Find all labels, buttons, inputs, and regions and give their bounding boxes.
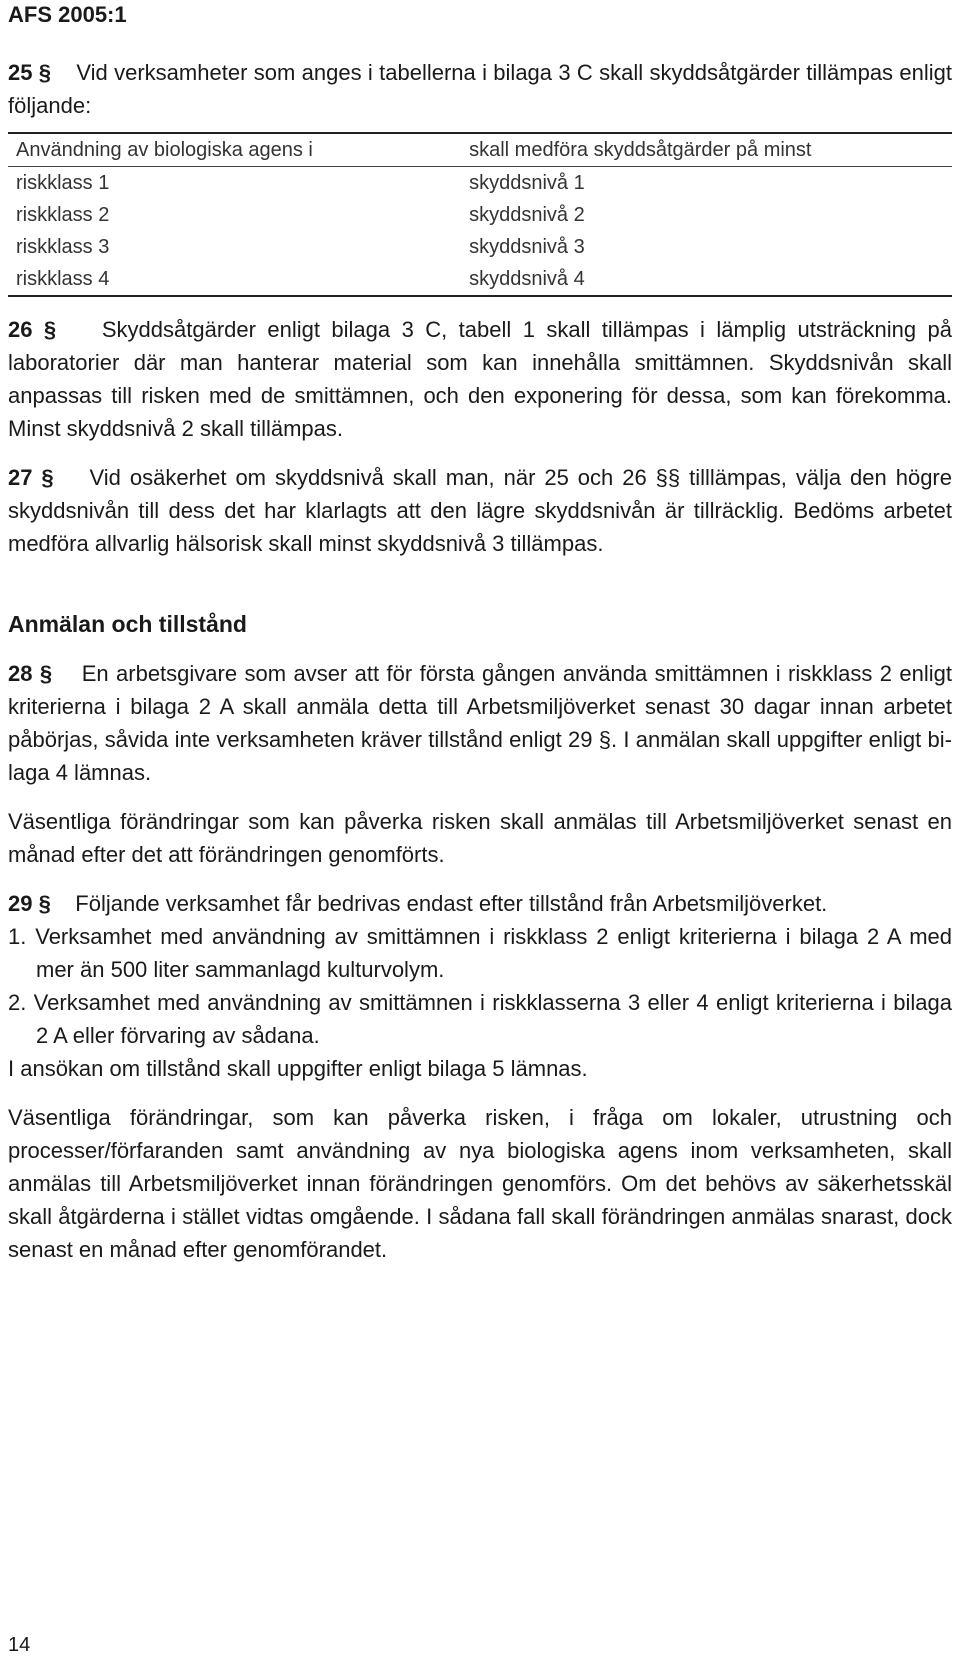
section-text: Vid verksamheter som anges i tabellerna i bilaga 3 C skall skyddsåtgärder tillämpas enligt följande: xyxy=(8,60,952,118)
table-cell: skyddsnivå 2 xyxy=(469,204,585,226)
table-cell: skyddsnivå 1 xyxy=(469,172,585,194)
table-row xyxy=(8,167,952,200)
table-cell: riskklass 3 xyxy=(16,236,110,258)
table-cell: riskklass 1 xyxy=(16,172,110,194)
section-text: En arbetsgivare som avser att för första gången använda smittämnen i riskklass 2 enligt kriterierna i bilaga 2 A skall anmäla detta till Arbetsmiljöverket senast 30 dagar innan arbetet påbörjas, såvida inte verksamheten kräver tillstånd enligt 29 §. I anmälan skall uppgifter enligt bilaga 4 lämnas. xyxy=(8,661,952,785)
list-item: 1. Verksamhet med användning av smittämnen i riskklass 2 enligt kriterierna i bilaga 2 A med mer än 500 liter sammanlagd kulturvolym. xyxy=(8,924,952,982)
section-number: 29 § xyxy=(8,891,51,916)
column-header: skall medföra skyddsåtgärder på minst xyxy=(461,133,952,167)
table-row xyxy=(8,231,952,263)
section-27 xyxy=(8,461,952,560)
table-cell: riskklass 2 xyxy=(16,204,110,226)
section-28 xyxy=(8,657,952,789)
table-cell: skyddsnivå 3 xyxy=(469,236,585,258)
section-number: 25 § xyxy=(8,60,52,85)
section-text: Följande verksamhet får bedrivas endast efter tillstånd från Arbetsmiljöverket. xyxy=(75,891,828,916)
section-number: 27 § xyxy=(8,465,54,490)
section-26 xyxy=(8,313,952,445)
section-number: 28 § xyxy=(8,661,53,686)
page-body xyxy=(8,56,952,1266)
list-item: 2. Verksamhet med användning av smittämnen i riskklasserna 3 eller 4 enligt kriterierna i bilaga 2 A eller förvaring av sådana. xyxy=(8,990,952,1048)
section-29-application-note: I ansökan om tillstånd skall uppgifter enligt bilaga 5 lämnas. xyxy=(8,1056,588,1081)
section-heading: Anmälan och tillstånd xyxy=(8,611,247,637)
section-text: Vid osäkerhet om skyddsnivå skall man, när 25 och 26 §§ tilllämpas, välja den högre skyddsnivån till dess det har klarlagts att den lägre skyddsnivån är tillräcklig. Bedöms arbetet medföra allvarlig hälsorisk skall minst skyddsnivå 3 tillämpas. xyxy=(8,465,952,556)
protection-level-table xyxy=(8,132,952,297)
table-cell: skyddsnivå 4 xyxy=(461,263,952,296)
section-text: Skyddsåtgärder enligt bilaga 3 C, tabell 1 skall tillämpas i lämplig utsträckning på laboratorier där man hanterar material som kan innehålla smittämnen. Skyddsnivån skall anpassas till risken med de smittämnen, och den exponering för dessa, som kan förekomma. Minst skyddsnivå 2 skall tillämpas. xyxy=(8,317,952,441)
page-number: 14 xyxy=(8,1634,31,1656)
section-number: 26 § xyxy=(8,317,57,342)
table-header-row xyxy=(8,133,952,167)
section-25 xyxy=(8,56,952,122)
section-28-paragraph-2: Väsentliga förändringar som kan påverka risken skall anmälas till Arbetsmiljöverket senast en månad efter det att förändringen genomförts. xyxy=(8,809,952,867)
column-header: Användning av biologiska agens i xyxy=(8,133,461,167)
table-cell: riskklass 4 xyxy=(8,263,461,296)
table-row xyxy=(8,199,952,231)
section-29 xyxy=(8,887,952,920)
table-row xyxy=(8,263,952,296)
document-header: AFS 2005:1 xyxy=(8,2,127,27)
section-29-paragraph-2: Väsentliga förändringar, som kan påverka risken, i fråga om lokaler, utrustning och processer/förfaranden samt användning av nya biologiska agens inom verksamheten, skall anmälas till Arbetsmiljöverket innan förändringen genomförs. Om det behövs av säkerhetsskäl skall åtgärderna i stället vidtas omgående. I sådana fall skall förändringen anmälas snarast, dock senast en månad efter genomförandet. xyxy=(8,1105,952,1262)
